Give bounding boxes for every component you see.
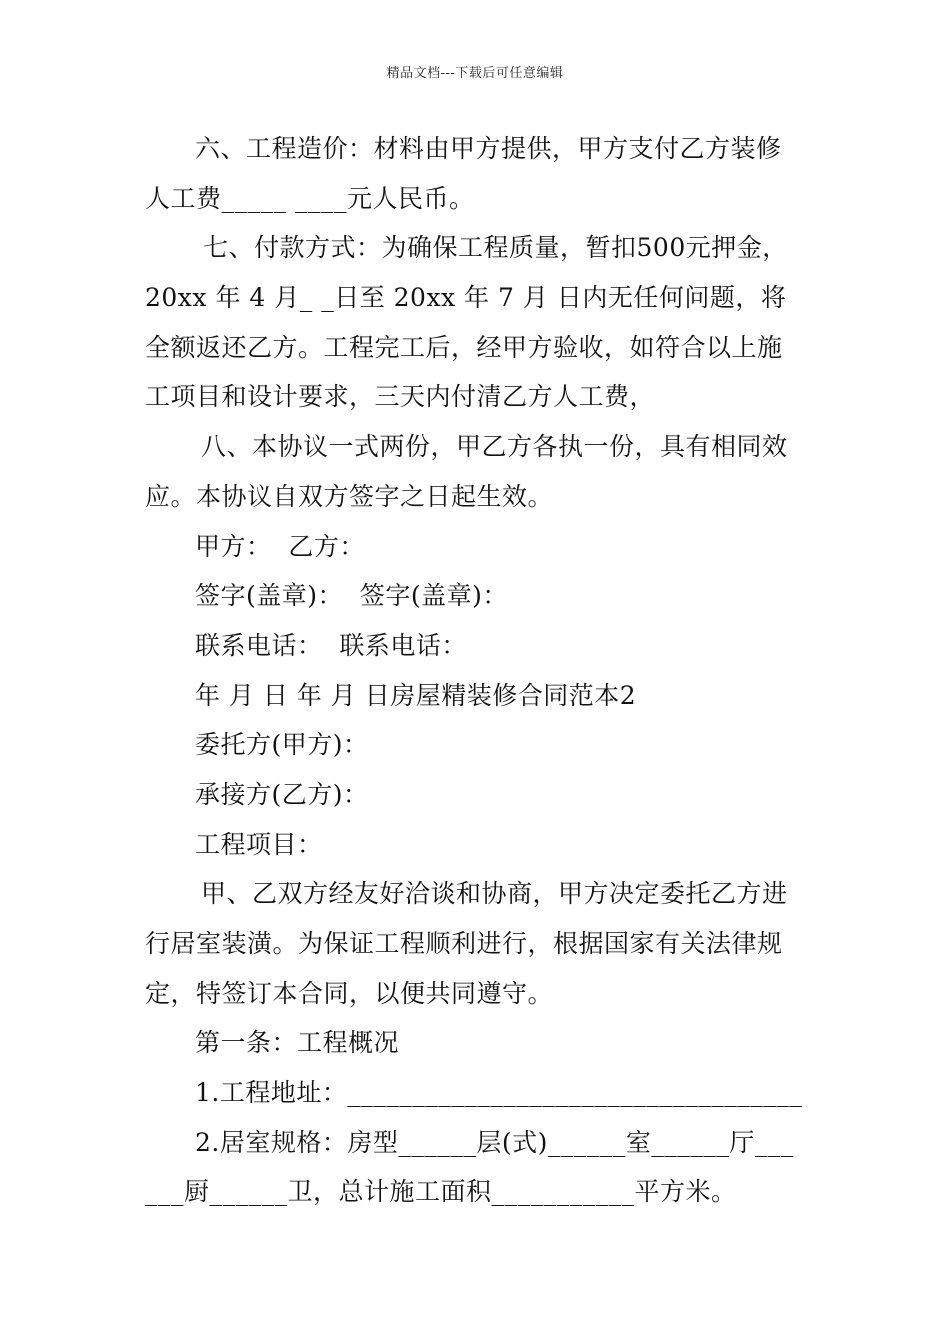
paragraph-line: 八、本协议一式两份，甲乙方各执一份，具有相同效 [201,432,788,462]
paragraph-line: 六、工程造价：材料由甲方提供，甲方支付乙方装修 [195,134,782,163]
paragraph-line: 人工费_____ ____元人民币。 [145,183,475,213]
document-body [145,124,825,1217]
client-party-line: 委托方(甲方)： [195,730,369,760]
paragraph-line: 行居室装潢。为保证工程顺利进行，根据国家有关法律规 [145,929,783,958]
signature-party-line: 甲方： 乙方： [195,531,365,561]
date-title-line: 年 月 日 年 月 日房屋精装修合同范本2 [195,680,637,710]
project-address-line: 1.工程地址：___________________________________ [195,1078,803,1108]
paragraph-line: 20xx 年 4 月_ _日至 20xx 年 7 月 日内无任何问题，将 [145,283,787,313]
paragraph-line: 工项目和设计要求，三天内付清乙方人工费， [145,382,656,412]
paragraph-line: 全额返还乙方。工程完工后，经甲方验收，如符合以上施 [145,332,783,362]
project-line: 工程项目： [195,829,323,859]
signature-stamp-line: 签字(盖章)： 签字(盖章)： [195,581,508,611]
room-spec-line: 2.居室规格：房型______层(式)______室______厅___ [195,1127,794,1157]
page-header-watermark: 精品文档---下载后可任意编辑 [386,66,564,81]
paragraph-line: 甲、乙双方经友好洽谈和协商，甲方决定委托乙方进 [201,879,788,909]
paragraph-line: 七、付款方式：为确保工程质量，暂扣500元押金， [203,233,788,263]
paragraph-line: 应。本协议自双方签字之日起生效。 [145,481,554,511]
room-spec-line-continued: ___厨______卫，总计施工面积___________平方米。 [145,1177,737,1207]
contractor-party-line: 承接方(乙方)： [195,779,369,809]
contact-phone-line: 联系电话： 联系电话： [195,630,467,660]
paragraph-line: 定，特签订本合同，以便共同遵守。 [145,978,554,1008]
article-heading: 第一条：工程概况 [195,1028,400,1058]
